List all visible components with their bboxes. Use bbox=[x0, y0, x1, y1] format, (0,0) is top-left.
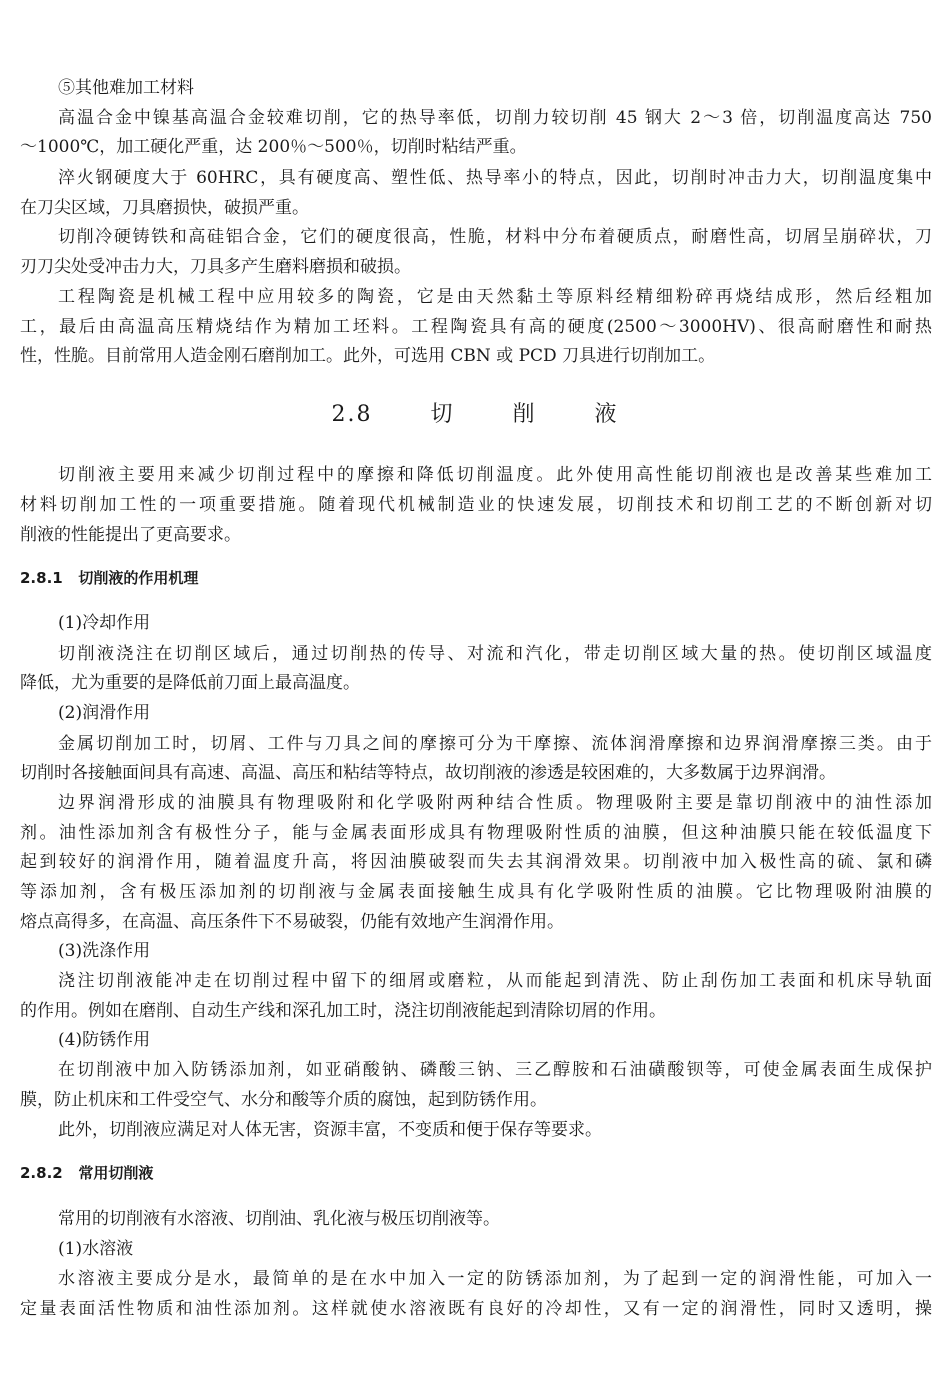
paragraph-line: 浇注切削液能冲走在切削过程中留下的细屑或磨粒，从而能起到清洗、防止刮伤加工表面和机床导轨面 bbox=[58, 971, 932, 991]
paragraph-line: 切削液浇注在切削区域后，通过切削热的传导、对流和汽化，带走切削区域大量的热。使切削区域温度 bbox=[58, 644, 932, 664]
paragraph-line: 刃刀尖处受冲击力大，刀具多产生磨料磨损和破损。 bbox=[20, 257, 411, 277]
cooling-heading: (1)冷却作用 bbox=[58, 613, 151, 633]
paragraph-line: 在切削液中加入防锈添加剂，如亚硝酸钠、磷酸三钠、三乙醇胺和石油磺酸钡等，可使金属表面生成保护 bbox=[58, 1060, 932, 1080]
paragraph-line: 等添加剂，含有极压添加剂的切削液与金属表面接触生成具有化学吸附性质的油膜。它比物理吸附油膜的 bbox=[20, 882, 932, 902]
paragraph-line: 的作用。例如在磨削、自动生产线和深孔加工时，浇注切削液能起到清除切屑的作用。 bbox=[20, 1001, 666, 1021]
paragraph-line: 性，性脆。目前常用人造金刚石磨削加工。此外，可选用 CBN 或 PCD 刀具进行切削加工。 bbox=[20, 346, 716, 366]
paragraph-line: 起到较好的润滑作用，随着温度升高，将因油膜破裂而失去其润滑效果。切削液中加入极性高的硫、氯和磷 bbox=[20, 852, 932, 872]
paragraph-line: 边界润滑形成的油膜具有物理吸附和化学吸附两种结合性质。物理吸附主要是靠切削液中的油性添加 bbox=[58, 793, 932, 813]
subsection-heading-281 bbox=[20, 566, 198, 590]
paragraph-line: 切削液主要用来减少切削过程中的摩擦和降低切削温度。此外使用高性能切削液也是改善某些难加工 bbox=[58, 465, 932, 485]
paragraph-line: 降低，尤为重要的是降低前刀面上最高温度。 bbox=[20, 673, 360, 693]
subsection-title: 常用切削液 bbox=[78, 1164, 154, 1182]
paragraph-line: 常用的切削液有水溶液、切削油、乳化液与极压切削液等。 bbox=[58, 1209, 500, 1229]
paragraph-line: 淬火钢硬度大于 60HRC，具有硬度高、塑性低、热导率小的特点，因此，切削时冲击力大，切削温度集中 bbox=[58, 168, 932, 188]
paragraph-line: 水溶液主要成分是水，最简单的是在水中加入一定的防锈添加剂，为了起到一定的润滑性能，可加入一 bbox=[58, 1269, 932, 1289]
lubrication-heading: (2)润滑作用 bbox=[58, 703, 151, 723]
paragraph-line: 金属切削加工时，切屑、工件与刀具之间的摩擦可分为干摩擦、流体润滑摩擦和边界润滑摩擦三类。由于 bbox=[58, 734, 932, 754]
subsection-number: 2.8.1 bbox=[20, 569, 63, 587]
section-number: 2.8 bbox=[331, 402, 373, 427]
section-title bbox=[0, 400, 950, 430]
other-materials-heading: ⑤其他难加工材料 bbox=[58, 78, 194, 98]
paragraph-line: ～1000℃，加工硬化严重，达 200％～500％，切削时粘结严重。 bbox=[20, 137, 527, 157]
rust-heading: (4)防锈作用 bbox=[58, 1030, 151, 1050]
paragraph-line: 切削时各接触面间具有高速、高温、高压和粘结等特点，故切削液的渗透是较困难的，大多数属于边界润滑。 bbox=[20, 763, 836, 783]
washing-heading: (3)洗涤作用 bbox=[58, 941, 151, 961]
paragraph-line: 熔点高得多，在高温、高压条件下不易破裂，仍能有效地产生润滑作用。 bbox=[20, 912, 564, 932]
paragraph-line: 材料切削加工性的一项重要措施。随着现代机械制造业的快速发展，切削技术和切削工艺的不断创新对切 bbox=[20, 495, 932, 515]
paragraph-line: 剂。油性添加剂含有极性分子，能与金属表面形成具有物理吸附性质的油膜，但这种油膜只能在较低温度下 bbox=[20, 823, 932, 843]
subsection-number: 2.8.2 bbox=[20, 1164, 63, 1182]
subsection-heading-282 bbox=[20, 1161, 153, 1185]
paragraph-line: 削液的性能提出了更高要求。 bbox=[20, 525, 241, 545]
water-solution-heading: (1)水溶液 bbox=[58, 1239, 134, 1259]
paragraph-line: 工程陶瓷是机械工程中应用较多的陶瓷，它是由天然黏土等原料经精细粉碎再烧结成形，然后经粗加 bbox=[58, 287, 932, 307]
paragraph-line: 膜，防止机床和工件受空气、水分和酸等介质的腐蚀，起到防锈作用。 bbox=[20, 1090, 547, 1110]
paragraph-line: 高温合金中镍基高温合金较难切削，它的热导率低，切削力较切削 45 钢大 2～3 倍，切削温度高达 750 bbox=[58, 108, 932, 128]
paragraph-line: 定量表面活性物质和油性添加剂。这样就使水溶液既有良好的冷却性，又有一定的润滑性，同时又透明，操 bbox=[20, 1299, 932, 1319]
paragraph-line: 此外，切削液应满足对人体无害，资源丰富，不变质和便于保存等要求。 bbox=[58, 1120, 602, 1140]
paragraph-line: 切削冷硬铸铁和高硅铝合金，它们的硬度很高，性脆，材料中分布着硬质点，耐磨性高，切屑呈崩碎状，刀 bbox=[58, 227, 932, 247]
paragraph-line: 工，最后由高温高压精烧结作为精加工坯料。工程陶瓷具有高的硬度(2500～3000HV)、很高耐磨性和耐热 bbox=[20, 317, 932, 337]
paragraph-line: 在刀尖区域，刀具磨损快，破损严重。 bbox=[20, 198, 309, 218]
section-title-text: 切 削 液 bbox=[430, 402, 619, 427]
subsection-title: 切削液的作用机理 bbox=[78, 569, 199, 587]
